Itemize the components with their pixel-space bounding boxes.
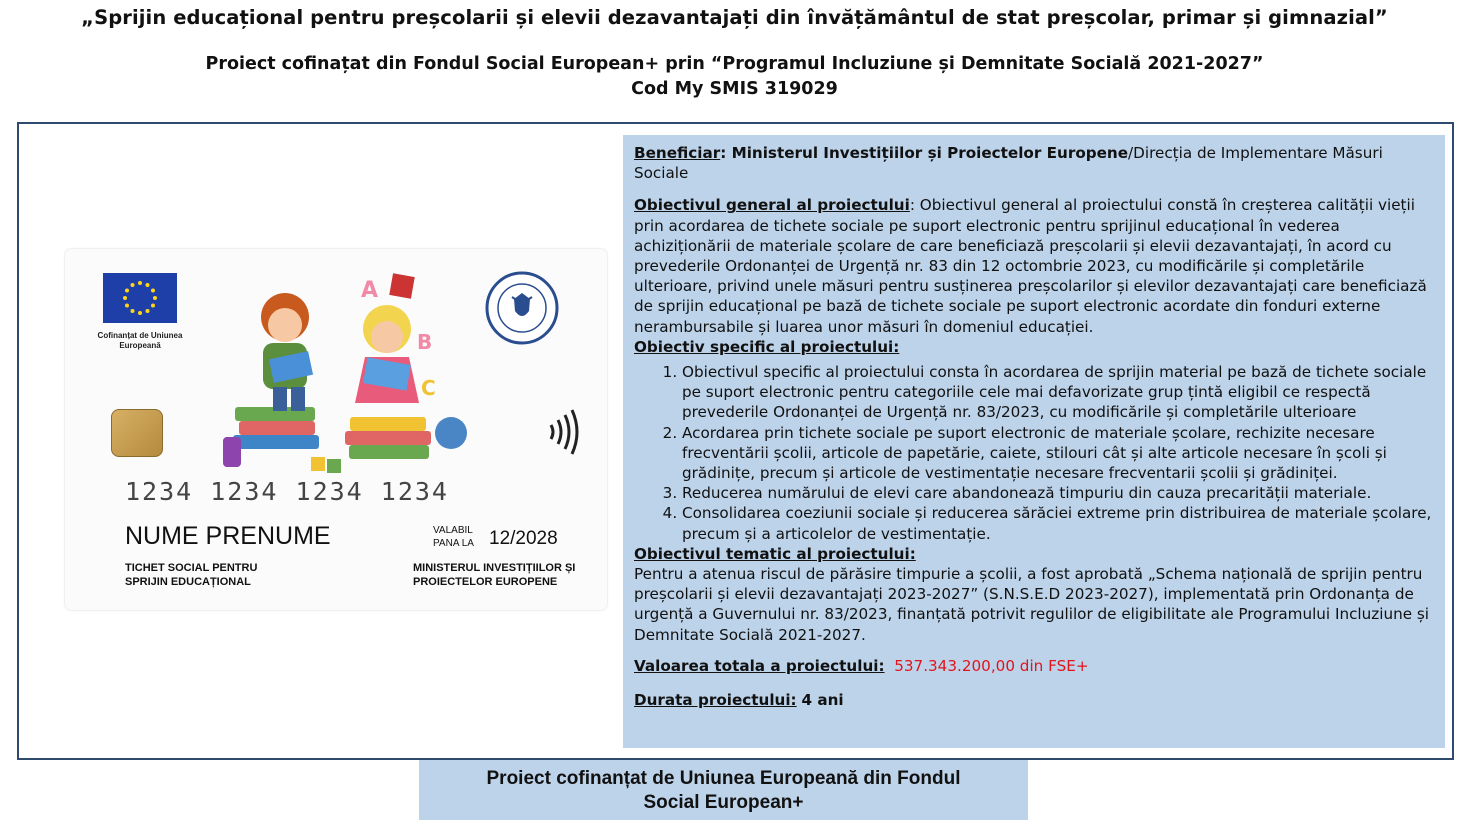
general-objective-label: Obiectivul general al proiectului — [634, 196, 910, 215]
project-subtitle — [0, 52, 1469, 102]
beneficiar-label: Beneficiar — [634, 144, 721, 162]
government-seal-icon — [485, 271, 559, 345]
project-duration-value: 4 ani — [801, 691, 844, 710]
list-item: 3. Reducerea numărului de elevi care abandonează timpuriu din cauza precarității materiale. — [682, 483, 1440, 503]
card-number: 1234 1234 1234 1234 — [125, 477, 449, 506]
svg-text:A: A — [361, 278, 379, 303]
specific-objective-label: Obiectiv specific al proiectului: — [634, 337, 900, 356]
thematic-objective-label: Obiectivul tematic al proiectului: — [634, 544, 916, 563]
list-item: 2. Acordarea prin tichete sociale pe suport electronic de materiale școlare, rechizite necesare frecventării școlii, articole de papetărie, caiete, stilouri cât și alte articole necesare în școli și grădinițe, precum și articole de vestimentație necesare frecventarii școlii și grădiniței. — [682, 423, 1440, 484]
project-info-panel — [623, 135, 1445, 748]
social-ticket-card — [65, 249, 607, 610]
list-item: 1. Obiectivul specific al proiectului consta în acordarea de sprijin material pe bază de tichete sociale pe suport electronic pentru categoriile cele mai defavorizate grup țintă eligibil ce respectă prevederile Ordonanței de Urgență nr. 83/2023, cu modificările și completările ulterioare — [682, 362, 1440, 423]
beneficiar-name: Ministerul Investițiilor și Proiectelor Europene — [731, 144, 1129, 162]
eu-cofinanced-caption: Cofinanțat de Uniunea Europeană — [97, 331, 183, 350]
card-chip-icon — [111, 409, 163, 457]
beneficiar-directorate: /Direcția de Implementare Măsuri Sociale — [634, 144, 1383, 183]
smis-code: Cod My SMIS 319029 — [631, 79, 838, 99]
svg-text:C: C — [421, 376, 436, 400]
cofinancing-footer — [419, 760, 1028, 820]
card-ticket-type: TICHET SOCIAL PENTRU SPRIJIN EDUCAȚIONAL — [125, 562, 258, 588]
general-objective: Obiectivul general al proiectului: Obiectivul general al proiectului constă în creșterea calității vieții prin acordarea de tichete sociale pe suport electronic pentru sprijinul educațional în vederea achiziționării de materiale școlare de care beneficiază preșcolarii și elevii dezavantajați, în acord cu prevederile Ordonanței de Urgență nr. 83 din 12 octombrie 2023, cu modificările și completările ulterioare, privind unele măsuri pentru susținerea preșcolarilor și elevilor dezavantajați care beneficiază de sprijin educațional pe bază de tichete sociale pe suport electronic acordate din fonduri externe nerambursabile și luarea unor măsuri în domeniul educației. — [634, 196, 1427, 336]
project-info-text — [634, 143, 1440, 710]
subtitle-line: Proiect cofinațat din Fondul Social European+ prin “Programul Incluziune și Demnitate Socială 2021-2027” — [205, 54, 1264, 74]
project-value-line — [634, 656, 1440, 676]
valid-label-text: VALABIL PANA LA — [433, 525, 474, 549]
contactless-icon — [545, 407, 581, 457]
content-frame — [17, 122, 1454, 760]
specific-objectives-list — [634, 362, 1440, 544]
thematic-objective-heading — [634, 544, 1440, 564]
children-reading-illustration — [215, 257, 475, 487]
page-title: „Sprijin educațional pentru preșcolarii și elevii dezavantajați din învățământul de stat preșcolar, primar și gimnazial” — [81, 6, 1388, 29]
svg-text:B: B — [417, 330, 433, 354]
project-value-label: Valoarea totala a proiectului: — [634, 656, 885, 675]
project-duration-label: Durata proiectului: — [634, 691, 797, 710]
cofinancing-footer-text: Proiect cofinanțat de Uniunea Europeană din Fondul Social European+ — [486, 768, 961, 813]
valid-until-date: 12/2028 — [489, 528, 558, 549]
general-objective-text: Obiectivul general al proiectului constă în creșterea calității vieții prin acordarea de tichete sociale pe suport electronic pentru sprijinul educațional în vederea achiziționării de materiale școlare de care beneficiază preșcolarii și elevii dezavantajați, în acord cu prevederile Ordonanței de Urgență nr. 83 din 12 octombrie 2023, cu modificările și completările ulterioare, privind unele măsuri pentru susținerea preșcolarilor și elevilor dezavantajați care beneficiază de sprijin educațional pe bază de tichete sociale pe suport electronic acordate din fonduri externe nerambursabile și luarea unor măsuri în domeniul educației. — [634, 196, 1427, 336]
specific-objective-heading — [634, 337, 1440, 357]
card-issuer: MINISTERUL INVESTIȚIILOR ȘI PROIECTELOR EUROPENE — [413, 562, 576, 588]
valid-until-label — [433, 524, 485, 550]
list-item: 4. Consolidarea coeziunii sociale și reducerea sărăciei extreme prin distribuirea de materiale școlare, precum și a articolelor de vestimentație. — [682, 503, 1440, 543]
eu-flag-icon — [103, 273, 177, 323]
project-duration-line — [634, 690, 1440, 710]
project-value-amount: 537.343.200,00 din FSE+ — [894, 656, 1089, 675]
card-holder-name: NUME PRENUME — [125, 522, 331, 550]
thematic-objective-text: Pentru a atenua riscul de părăsire timpurie a școlii, a fost aprobată „Schema națională de sprijin pentru preșcolarii și elevii dezavantajați 2023-2027” (S.N.S.E.D 2023-2027), implementată prin Ordonanța de urgență a Guvernului nr. 83/2023, finanțată potrivit regulilor de eligibilitate ale Programului Incluziune și Demnitate Socială 2021-2027. — [634, 565, 1430, 644]
beneficiar-line: Beneficiar: Ministerul Investițiilor și Proiectelor Europene/Direcția de Implementare Măsuri Sociale — [634, 144, 1383, 183]
